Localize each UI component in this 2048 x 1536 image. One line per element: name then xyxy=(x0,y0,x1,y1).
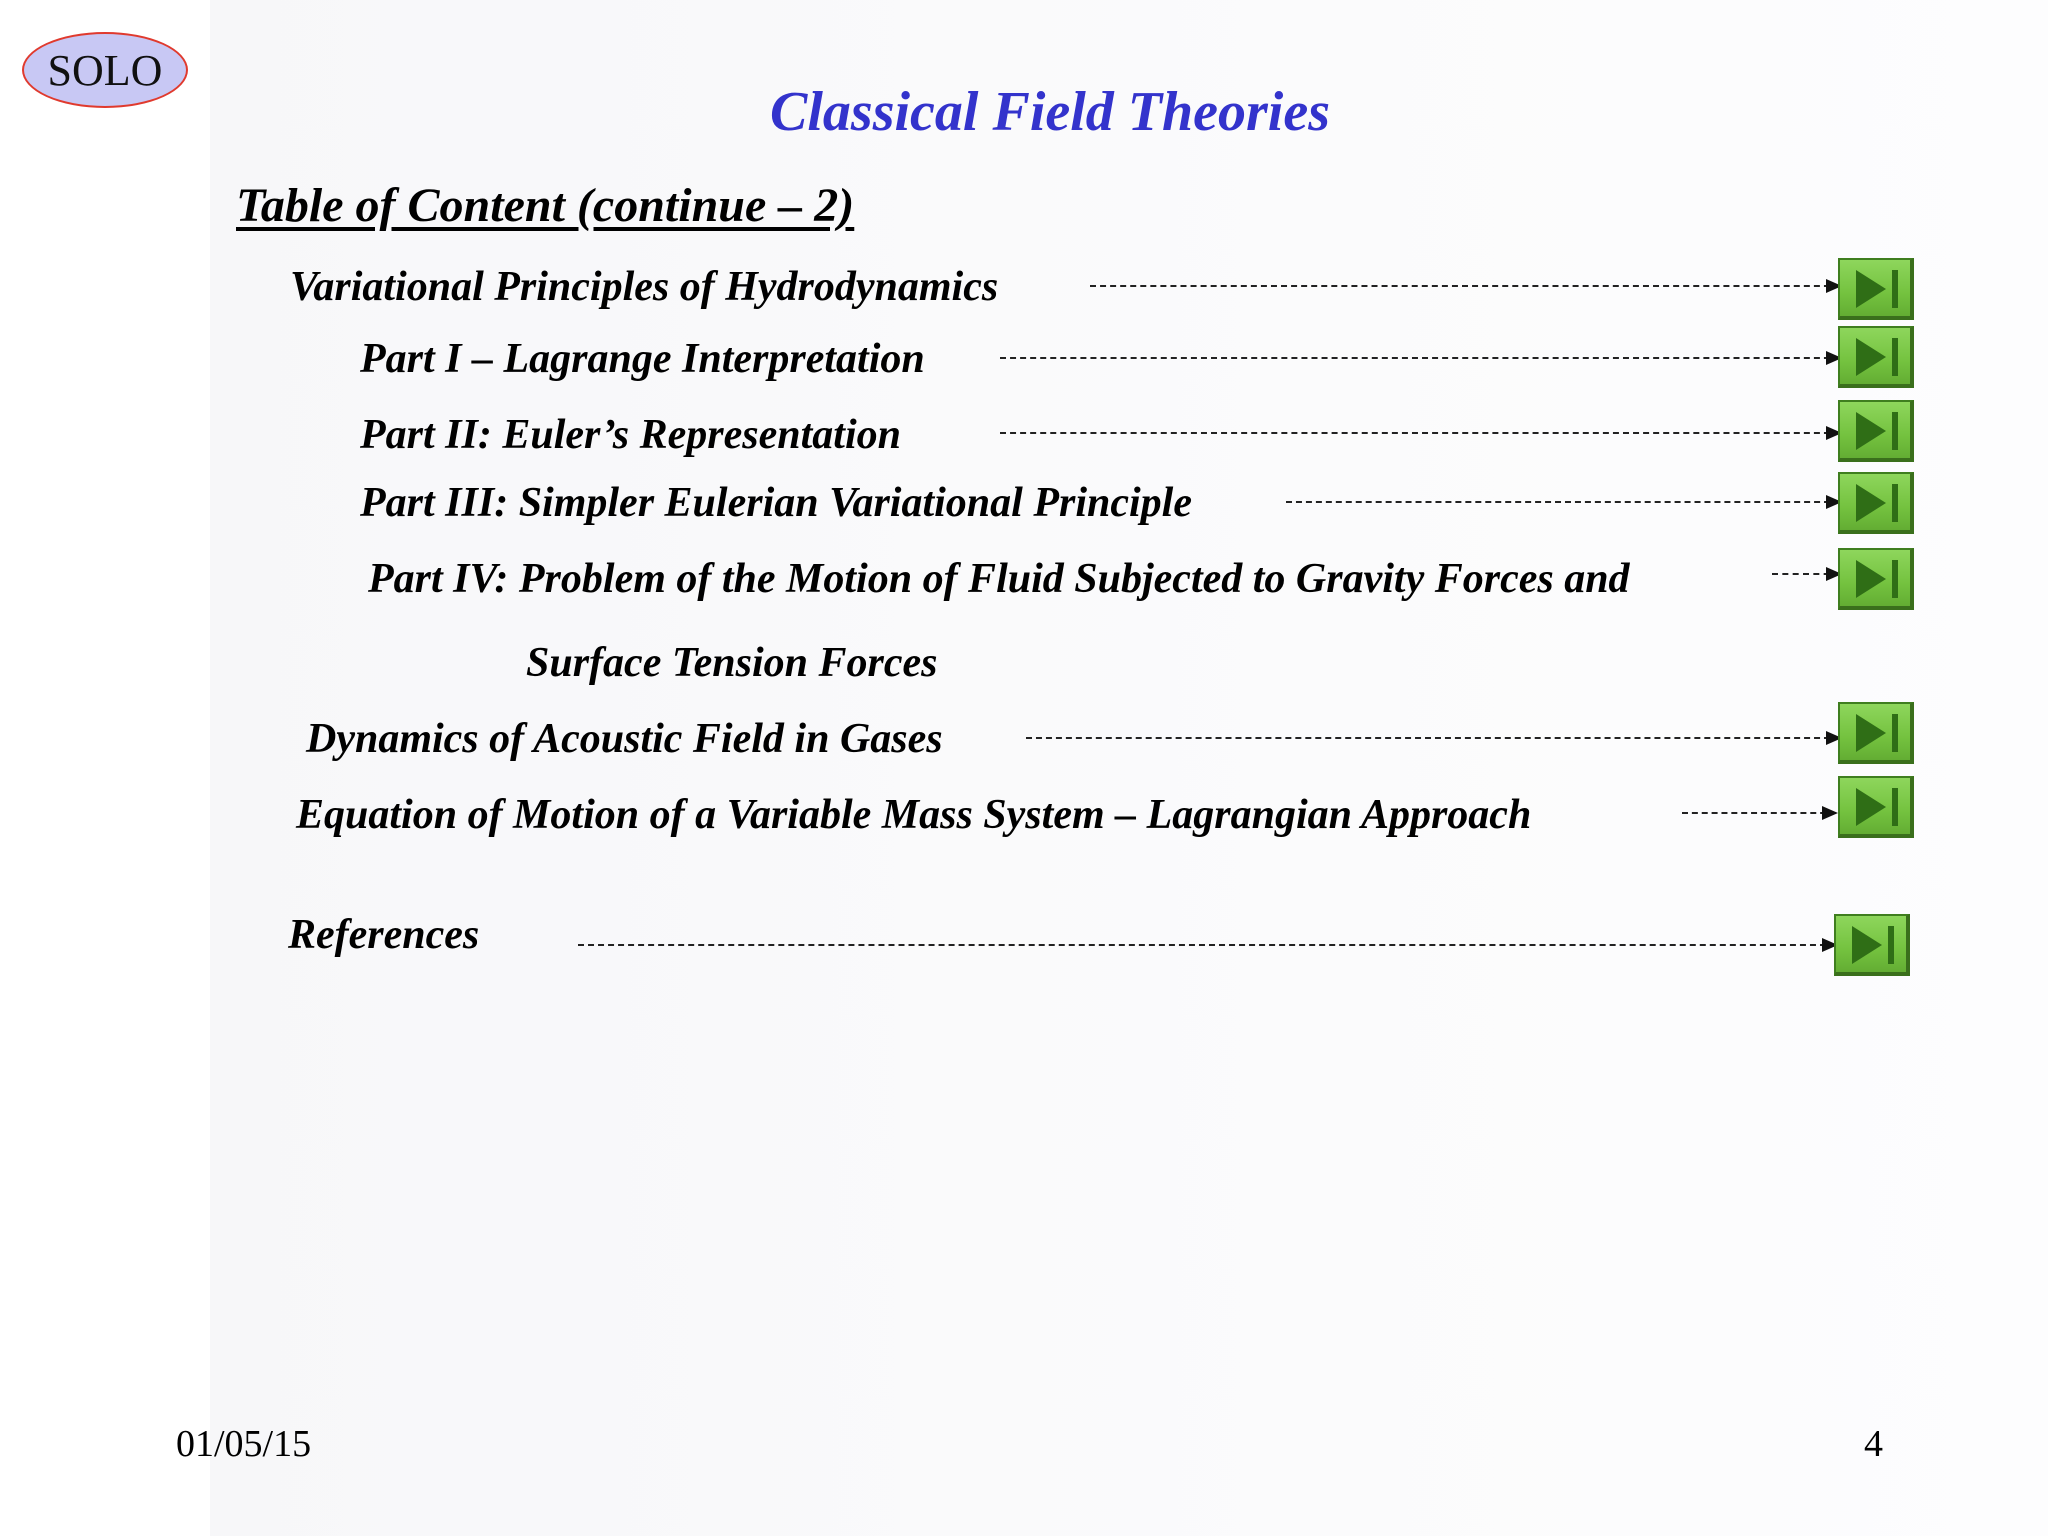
toc-nav-button[interactable] xyxy=(1838,548,1914,610)
play-skip-bar xyxy=(1892,788,1898,826)
toc-nav-button[interactable] xyxy=(1838,326,1914,388)
toc-nav-button[interactable] xyxy=(1838,258,1914,320)
toc-nav-button[interactable] xyxy=(1834,914,1910,976)
play-skip-bar xyxy=(1888,926,1894,964)
toc-item-variational-principles[interactable]: Variational Principles of Hydrodynamics xyxy=(290,264,999,310)
play-skip-icon xyxy=(1856,484,1886,522)
play-skip-icon xyxy=(1856,788,1886,826)
play-skip-bar xyxy=(1892,560,1898,598)
play-skip-bar xyxy=(1892,412,1898,450)
footer-date: 01/05/15 xyxy=(176,1423,312,1465)
toc-item-part-4-continued: Surface Tension Forces xyxy=(526,640,938,686)
play-skip-bar xyxy=(1892,714,1898,752)
play-skip-icon xyxy=(1856,560,1886,598)
toc-item-part-4[interactable]: Part IV: Problem of the Motion of Fluid Subjected to Gravity Forces and xyxy=(368,556,1630,602)
toc-leader-arrow xyxy=(1682,812,1836,814)
toc-leader-arrow xyxy=(1286,501,1840,503)
slide-title: Classical Field Theories xyxy=(770,81,1330,143)
toc-leader-arrow xyxy=(1000,357,1840,359)
play-skip-bar xyxy=(1892,270,1898,308)
toc-item-part-3[interactable]: Part III: Simpler Eulerian Variational Principle xyxy=(360,480,1192,526)
page-number: 4 xyxy=(1864,1423,1883,1465)
toc-leader-arrow xyxy=(1026,737,1840,739)
play-skip-icon xyxy=(1856,338,1886,376)
toc-nav-button[interactable] xyxy=(1838,400,1914,462)
toc-nav-button[interactable] xyxy=(1838,776,1914,838)
play-skip-icon xyxy=(1856,714,1886,752)
play-skip-icon xyxy=(1852,926,1882,964)
play-skip-bar xyxy=(1892,484,1898,522)
toc-leader-arrow xyxy=(1772,573,1840,575)
toc-item-acoustic-field[interactable]: Dynamics of Acoustic Field in Gases xyxy=(306,716,943,762)
toc-item-variable-mass[interactable]: Equation of Motion of a Variable Mass System – Lagrangian Approach xyxy=(296,792,1532,838)
toc-item-references[interactable]: References xyxy=(288,912,480,958)
play-skip-icon xyxy=(1856,270,1886,308)
toc-leader-arrow xyxy=(1000,432,1840,434)
logo-text: SOLO xyxy=(47,45,163,95)
toc-leader-arrow xyxy=(578,944,1836,946)
toc-heading: Table of Content (continue – 2) xyxy=(236,179,855,232)
toc-nav-button[interactable] xyxy=(1838,702,1914,764)
toc-item-part-2[interactable]: Part II: Euler’s Representation xyxy=(360,412,901,458)
play-skip-icon xyxy=(1856,412,1886,450)
toc-nav-button[interactable] xyxy=(1838,472,1914,534)
toc-leader-arrow xyxy=(1090,285,1840,287)
toc-item-part-1[interactable]: Part I – Lagrange Interpretation xyxy=(360,336,925,382)
play-skip-bar xyxy=(1892,338,1898,376)
